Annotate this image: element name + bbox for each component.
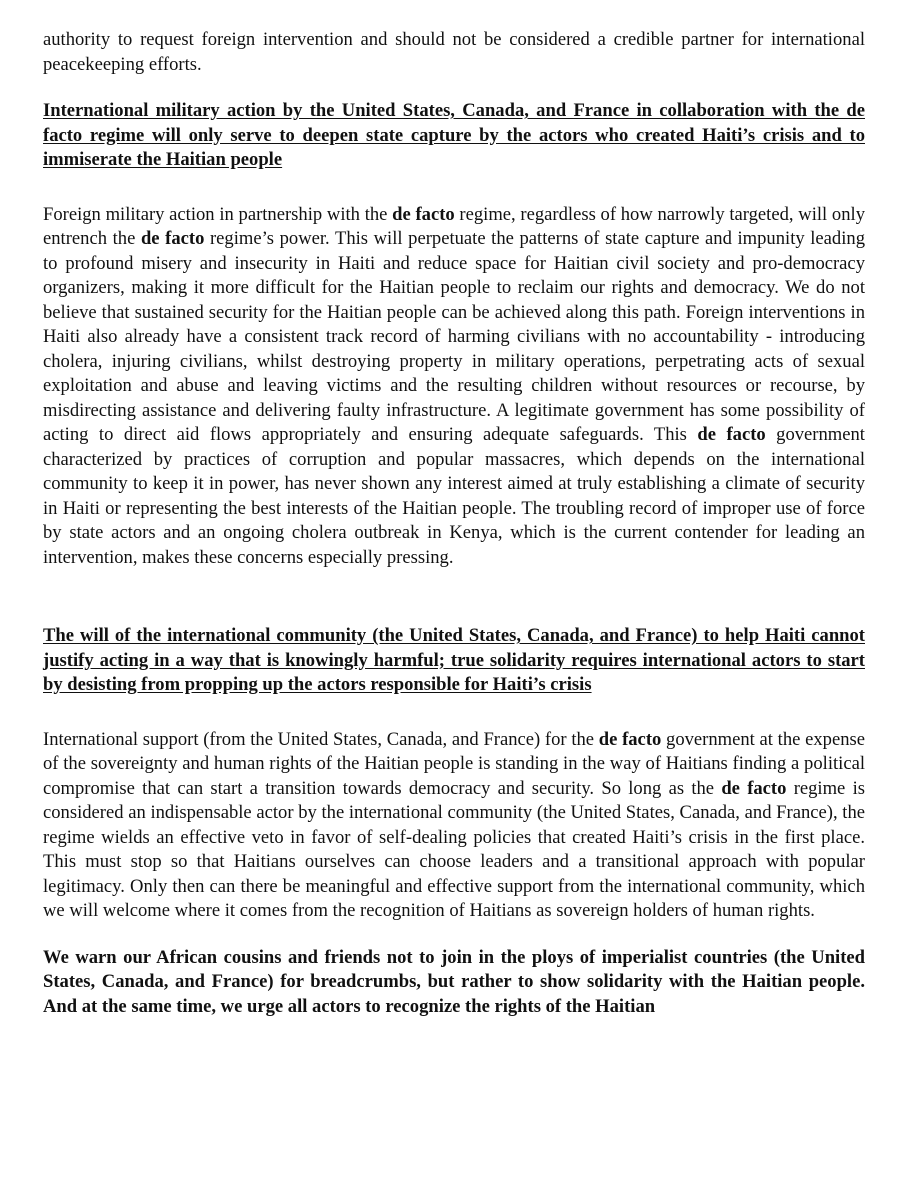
emphasis-de-facto: de facto [392,203,455,225]
text-run: regime, regardless of how narrowly targeted, will only entrench the [43,203,865,249]
closing-bold-paragraph: We warn our African cousins and friends not to join in the ploys of imperialist countries (the United States, Canada, and France) for breadcrumbs, but rather to show solidarity with the Haitian people. And at the same time, we urge all actors to recognize the rights of the Haitian [43,946,865,1017]
text-run: International support (from the United States, Canada, and France) for the [43,728,599,750]
text-run: government characterized by practices of corruption and popular massacres, which depends on the international community to keep it in power, has never shown any interest aimed at truly establishing a climate of security in Haiti or representing the best interests of the Haitian people. The troubling record of improper use of force by state actors and an ongoing cholera outbreak in Kenya, which is the current contender for leading an intervention, makes these concerns especially pressing. [43,424,865,568]
body-paragraph-military-action [43,203,865,571]
text-run: regime is considered an indispensable actor by the international community (the United States, Canada, and France), the regime wields an effective veto in favor of self-dealing policies that created Haiti’s crisis in the first place. This must stop so that Haitians ourselves can choose leaders and a transitional approach with popular legitimacy. Only then can there be meaningful and effective support from the international community, which we will welcome where it comes from the recognition of Haitians as sovereign holders of human rights. [43,777,865,921]
emphasis-de-facto: de facto [721,777,787,799]
text-run: government at the expense of the sovereignty and human rights of the Haitian people is standing in the way of Haitians finding a political compromise that can start a transition towards democracy and security. So long as the [43,728,865,799]
body-paragraph-international-support [43,728,865,924]
section-heading-military-action: International military action by the United States, Canada, and France in collaboration with the de facto regime will only serve to deepen state capture by the actors who created Haiti’s crisis and to immiserate the Haitian people [43,100,865,170]
emphasis-de-facto: de facto [598,728,662,750]
text-run: Foreign military action in partnership with the [43,203,393,225]
intro-paragraph: authority to request foreign intervention and should not be considered a credible partner for international peacekeeping efforts. [43,29,865,75]
emphasis-de-facto: de facto [697,424,766,445]
text-run: regime’s power. This will perpetuate the patterns of state capture and impunity leading to profound misery and insecurity in Haiti and reduce space for Haitian civil society and pro-democracy organizers, making it more difficult for the Haitian people to reclaim our rights and democracy. We do not believe that sustained security for the Haitian people can be achieved along this path. Foreign interventions in Haiti also already have a consistent track record of harming civilians with no accountability - introducing cholera, injuring civilians, whilst destroying property in military operations, perpetrating acts of sexual exploitation and abuse and leaving victims and the resulting children without resources or recourse, by misdirecting assistance and delivering faulty infrastructure. A legitimate government has some possibility of acting to direct aid flows appropriately and ensuring adequate safeguards. This [43,228,865,445]
emphasis-de-facto: de facto [140,228,205,249]
section-heading-international-community: The will of the international community (the United States, Canada, and France) to help Haiti cannot justify acting in a way that is knowingly harmful; true solidarity requires international actors to start by desisting from propping up the actors responsible for Haiti’s crisis [43,625,865,695]
